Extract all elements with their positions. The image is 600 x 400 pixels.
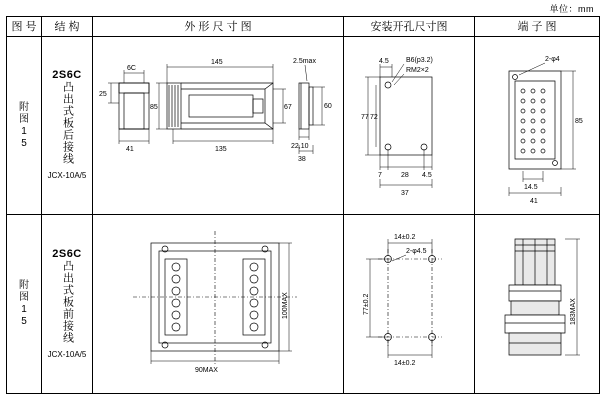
row2-outline-cell [93,215,344,394]
row1-terminal-drawing [475,37,599,207]
dim-28: 28 [401,171,409,179]
row2-code-char-2: 图 [19,292,29,304]
unit-note: 单位：mm [549,4,594,14]
row1-structure-desc: 凸出式板后接线 [61,81,74,166]
dim-25: 25 [99,90,107,98]
dim-14.5: 14.5 [524,183,538,191]
dim-37: 37 [401,189,409,197]
dim-22-10: 22,10 [291,142,309,150]
dim-14-top: 14±0.2 [394,234,416,242]
dim-14-bottom: 14±0.2 [394,360,416,368]
dim-90MAX: 90MAX [195,367,218,375]
row1-code-char-2: 图 [19,113,29,125]
row1-code-char-1: 附 [19,101,29,113]
dim-77-02: 77±0.2 [363,294,370,316]
dim-135: 135 [215,145,227,153]
header-terminal: 端 子 图 [475,17,600,37]
row2-code-cell [7,215,42,394]
header-outline: 外 形 尺 寸 图 [93,17,344,37]
dim-hole-4.5-top: 4.5 [379,57,389,65]
row1-code-cell [7,36,42,215]
header-code: 图 号 [7,17,42,37]
table-row [7,215,600,394]
dim-100MAX: 100MAX [282,292,289,320]
row1-structure-cell [42,36,93,215]
dim-85: 85 [150,103,158,111]
row1-model: 2S6C [52,69,82,82]
row2-outline-drawing [93,215,343,385]
dim-2-phi4: 2-φ4 [545,55,560,63]
dim-7: 7 [378,171,382,179]
dim-77: 77 [361,113,369,121]
spec-table [6,16,600,394]
row2-hole-cell [344,215,475,394]
header-hole: 安装开孔尺寸图 [344,17,475,37]
row2-terminal-cell [475,215,600,394]
dim-2-phi4.5: 2-φ4.5 [406,248,427,256]
row2-structure-desc: 凸出式板前接线 [61,259,74,344]
dim-4.5-bottom: 4.5 [422,171,432,179]
row1-outline-cell [93,36,344,215]
table-row [7,36,600,215]
dim-85-right: 85 [575,117,583,125]
row1-hole-drawing [344,37,474,207]
row1-structure-sub: JCX-10A/5 [47,171,87,181]
row2-code-char-4: 5 [21,316,27,328]
row1-terminal-cell [475,36,600,215]
row2-terminal-drawing [475,215,599,385]
dim-41-left: 41 [126,145,134,153]
dim-41-right: 41 [530,197,538,205]
table-header-row [7,17,600,37]
row1-hole-cell [344,36,475,215]
row2-structure-cell [42,215,93,394]
dim-38: 38 [298,155,306,163]
row1-code-char-3: 1 [21,125,27,137]
dim-6C: 6C [127,64,136,72]
label-RM2: RM2×2 [406,66,429,74]
row1-code-char-4: 5 [21,137,27,149]
row2-code-char-3: 1 [21,304,27,316]
dim-145: 145 [211,58,223,66]
row2-hole-drawing [344,215,474,385]
row1-outline-drawing [93,37,343,207]
dim-60: 60 [324,102,332,110]
header-structure: 结 构 [42,17,93,37]
dim-183MAX: 183MAX [570,298,577,326]
dim-72: 72 [370,113,378,121]
row2-structure-sub: JCX-10A/5 [47,349,87,359]
row2-code-char-1: 附 [19,280,29,292]
dim-2.5max: 2.5max [293,57,316,65]
label-B6: B6(p3.2) [406,56,433,64]
dim-67: 67 [284,103,292,111]
row2-model: 2S6C [52,247,82,260]
